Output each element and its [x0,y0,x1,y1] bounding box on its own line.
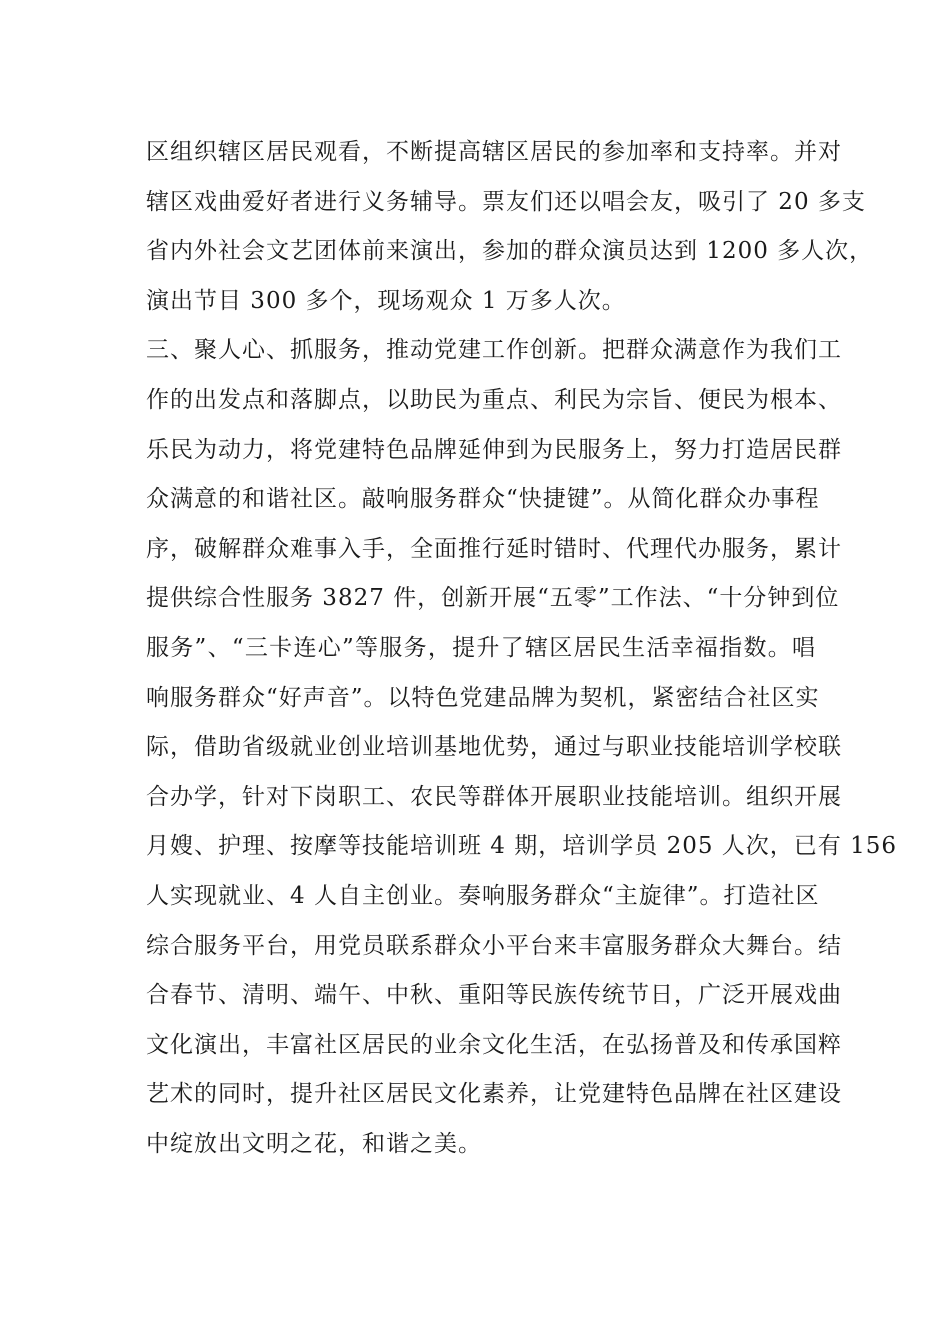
text-line: 合办学，针对下岗职工、农民等群体开展职业技能培训。组织开展 [146,783,842,810]
text-line: 际，借助省级就业创业培训基地优势，通过与职业技能培训学校联 [146,734,842,761]
text-line: 艺术的同时，提升社区居民文化素养，让党建特色品牌在社区建设 [146,1081,842,1108]
text-line: 人实现就业、4 人自主创业。奏响服务群众“主旋律”。打造社区 [146,882,820,909]
text-line: 区组织辖区居民观看，不断提高辖区居民的参加率和支持率。并对 [146,139,842,165]
text-line: 辖区戏曲爱好者进行义务辅导。票友们还以唱会友，吸引了 20 多支 [146,188,866,215]
text-line: 乐民为动力，将党建特色品牌延伸到为民服务上，努力打造居民群 [146,436,842,463]
text-line: 作的出发点和落脚点，以助民为重点、利民为宗旨、便民为根本、 [146,386,842,413]
section-heading-line: 三、聚人心、抓服务，推动党建工作创新。把群众满意作为我们工 [146,337,842,364]
text-line: 提供综合性服务 3827 件，创新开展“五零”工作法、“十分钟到位 [146,585,840,612]
text-line: 月嫂、护理、按摩等技能培训班 4 期，培训学员 205 人次，已有 156 [146,833,897,860]
body-text [146,128,897,1169]
text-line: 文化演出，丰富社区居民的业余文化生活，在弘扬普及和传承国粹 [146,1031,842,1058]
text-line: 序，破解群众难事入手，全面推行延时错时、代理代办服务，累计 [146,535,842,562]
text-line: 服务”、“三卡连心”等服务，提升了辖区居民生活幸福指数。唱 [146,634,816,661]
text-line: 演出节目 300 多个，现场观众 1 万多人次。 [146,287,626,314]
text-line: 中绽放出文明之花，和谐之美。 [146,1130,482,1157]
text-line: 众满意的和谐社区。敲响服务群众“快捷键”。从简化群众办事程 [146,486,820,513]
text-line: 合春节、清明、端午、中秋、重阳等民族传统节日，广泛开展戏曲 [146,982,842,1009]
text-line: 响服务群众“好声音”。以特色党建品牌为契机，紧密结合社区实 [146,684,820,711]
text-line: 省内外社会文艺团体前来演出，参加的群众演员达到 1200 多人次， [146,238,874,265]
text-line: 综合服务平台，用党员联系群众小平台来丰富服务群众大舞台。结 [146,932,842,959]
